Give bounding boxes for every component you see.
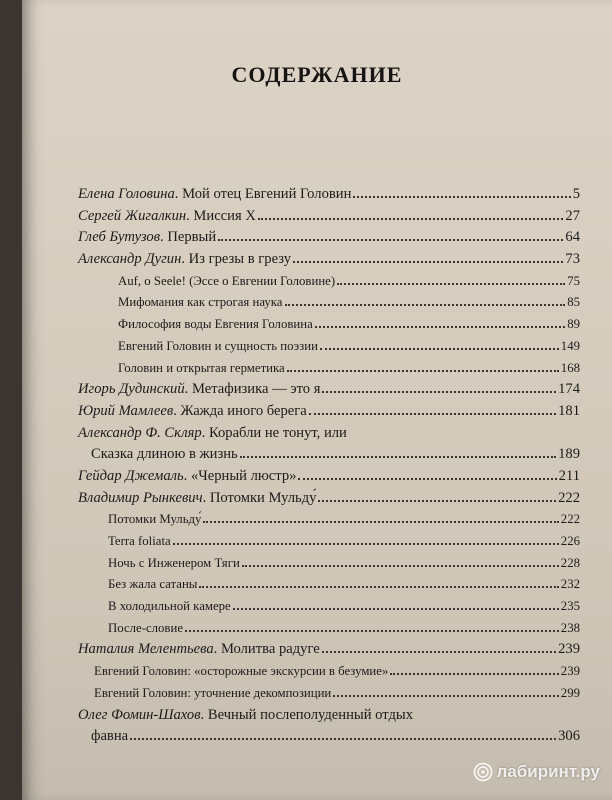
entry-title: Евгений Головин и сущность поэзии [118, 338, 318, 353]
entry-page: 89 [567, 317, 580, 332]
toc-subentry [78, 358, 580, 380]
toc-entry [78, 423, 580, 445]
toc-entry-continuation [78, 444, 580, 466]
dot-leader [309, 409, 556, 415]
entry-title: . Из грезы в грезу [181, 251, 291, 268]
dot-leader [242, 561, 559, 567]
entry-page: 5 [572, 186, 580, 202]
entry-author: Юрий Мамлеев [78, 402, 174, 419]
entry-title: Евгений Головин: уточнение декомпозиции [94, 685, 332, 700]
entry-title: Без жала сатаны [108, 577, 198, 592]
entry-page: 181 [558, 402, 580, 419]
entry-page: 168 [560, 360, 580, 375]
entry-title: Философия воды Евгения Головина [118, 317, 313, 332]
entry-page: 222 [560, 512, 580, 527]
entry-page: 64 [565, 229, 580, 246]
entry-title: . Метафизика — это я [184, 381, 321, 398]
dot-leader [240, 452, 556, 458]
entry-title: Ночь с Инженером Тяги [108, 555, 240, 570]
entry-title: Мифомания как строгая наука [118, 295, 283, 310]
entry-author: Сергей Жигалкин [78, 207, 187, 224]
entry-title: Головин и открытая герметика [118, 360, 285, 375]
toc-subentry [78, 509, 580, 531]
entry-page: 75 [567, 273, 580, 288]
watermark [473, 762, 600, 782]
entry-page: 211 [558, 467, 580, 484]
book-page [22, 0, 612, 800]
entry-title: . Корабли не тонут, или [201, 424, 347, 441]
entry-author: Елена Головина [78, 186, 175, 202]
entry-page: 235 [560, 599, 580, 614]
entry-page: 85 [567, 295, 580, 310]
entry-title: Потомки Мульду́ [108, 512, 202, 527]
toc-subentry [78, 661, 580, 683]
dot-leader [390, 669, 558, 675]
entry-page: 222 [558, 489, 580, 506]
toc-subentry [78, 574, 580, 596]
toc-entry [78, 227, 580, 249]
entry-page: 306 [558, 728, 580, 745]
entry-title: . Молитва радуге [213, 641, 320, 658]
entry-title: Terra foliata [108, 534, 171, 548]
entry-page: 239 [560, 664, 580, 679]
table-of-contents [78, 184, 580, 748]
dot-leader [173, 539, 559, 545]
toc-subentry [78, 683, 580, 705]
entry-title: . Потомки Мульду́ [202, 489, 317, 506]
entry-page: 149 [560, 338, 580, 353]
toc-entry [78, 639, 580, 661]
toc-entry [78, 401, 580, 423]
entry-title: Сказка длиною в жизнь [91, 446, 238, 463]
dot-leader [322, 387, 556, 393]
toc-subentry [78, 618, 580, 640]
entry-author: Глеб Бутузов [78, 229, 161, 246]
toc-entry-continuation [78, 726, 580, 748]
entry-author: Гейдар Джемаль [78, 467, 184, 484]
entry-page: 174 [558, 381, 580, 398]
dot-leader [318, 496, 556, 502]
dot-leader [185, 626, 559, 632]
entry-page: 228 [560, 555, 580, 570]
dot-leader [218, 235, 563, 241]
labyrinth-logo-icon [473, 762, 493, 782]
dot-leader [285, 300, 566, 306]
entry-author: Наталия Мелентьева [78, 641, 214, 658]
entry-author: Александр Дугин [78, 251, 182, 268]
dot-leader [258, 214, 564, 220]
watermark-text: лабиринт.ру [496, 762, 600, 781]
toc-entry [78, 184, 580, 206]
dot-leader [199, 582, 558, 588]
entry-page: 299 [560, 685, 580, 700]
entry-page: 238 [560, 620, 580, 635]
toc-entry [78, 206, 580, 228]
entry-title: фавна [91, 728, 129, 745]
entry-title: Auf, o Seele! (Эссе о Евгении Головине) [118, 273, 336, 288]
toc-entry [78, 379, 580, 401]
page-title: СОДЕРЖАНИЕ [231, 62, 403, 87]
entry-author: Игорь Дудинский [78, 381, 185, 398]
entry-author: Владимир Рынкевич [78, 489, 203, 506]
entry-page: 226 [560, 534, 580, 548]
toc-entry [78, 488, 580, 510]
dot-leader [337, 279, 565, 285]
entry-title: . «Черный люстр» [183, 467, 297, 484]
toc-subentry [78, 531, 580, 553]
entry-title: Евгений Головин: «осторожные экскурсии в безумие» [94, 664, 389, 679]
entry-title: . Миссия X [186, 207, 256, 224]
entry-page: 73 [565, 251, 580, 268]
toc-subentry [78, 336, 580, 358]
toc-subentry [78, 292, 580, 314]
dot-leader [293, 257, 563, 263]
dot-leader [287, 366, 559, 372]
toc-entry [78, 705, 580, 727]
dot-leader [298, 474, 556, 480]
dot-leader [203, 517, 558, 523]
entry-page: 27 [565, 207, 580, 224]
dot-leader [322, 647, 556, 653]
toc-entry [78, 249, 580, 271]
dot-leader [130, 734, 556, 740]
entry-author: Александр Ф. Скляр [78, 424, 202, 441]
dot-leader [353, 192, 570, 198]
entry-title: . Жажда иного берега [173, 402, 307, 419]
entry-author: Олег Фомин-Шахов [78, 706, 201, 723]
toc-entry [78, 466, 580, 488]
toc-subentry [78, 271, 580, 293]
dot-leader [315, 322, 565, 328]
toc-subentry [78, 314, 580, 336]
dot-leader [333, 691, 559, 697]
entry-title: . Мой отец Евгений Головин [174, 186, 352, 202]
dot-leader [233, 604, 559, 610]
entry-title: После-словие [108, 620, 184, 635]
entry-page: 189 [558, 446, 580, 463]
entry-title: . Первый [160, 229, 217, 246]
entry-title: . Вечный послеполуденный отдых [200, 706, 413, 723]
dot-leader [320, 344, 559, 350]
toc-subentry [78, 553, 580, 575]
entry-title: В холодильной камере [108, 599, 231, 614]
entry-page: 232 [560, 577, 580, 592]
toc-subentry [78, 596, 580, 618]
entry-page: 239 [558, 641, 580, 658]
